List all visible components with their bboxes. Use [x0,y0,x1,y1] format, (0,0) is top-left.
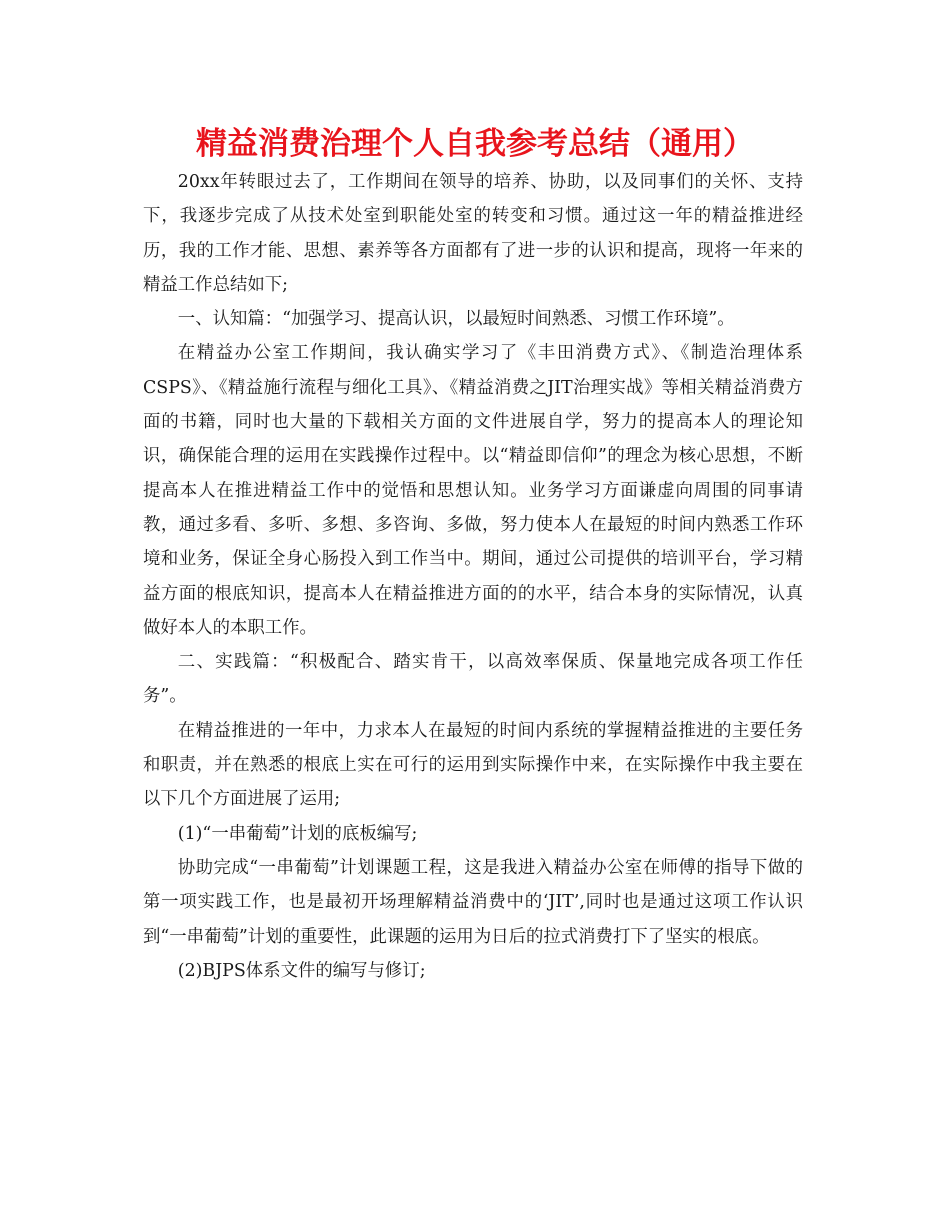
paragraph-item-1-heading: (1)“一串葡萄”计划的底板编写; [177,823,418,844]
document-body [143,165,803,988]
paragraph-section-2-body: 在精益推进的一年中，力求本人在最短的时间内系统的掌握精益推进的主要任务和职责，并在熟悉的根底上实在可行的运用到实际操作中来，在实际操作中我主要在以下几个方面进展了运用; [143,720,803,810]
paragraph-item-2-heading: (2)BJPS体系文件的编写与修订; [177,960,426,981]
document-title: 精益消费治理个人自我参考总结（通用） [196,126,754,162]
paragraph-intro: 20xx年转眼过去了，工作期间在领导的培养、协助，以及同事们的关怀、支持下，我逐步完成了从技术处室到职能处室的转变和习惯。通过这一年的精益推进经历，我的工作才能、思想、素养等各方面都有了进一步的认识和提高，现将一年来的精益工作总结如下; [143,172,803,295]
paragraph-item-1-body: 协助完成“一串葡萄”计划课题工程，这是我进入精益办公室在师傅的指导下做的第一项实践工作，也是最初开场理解精益消费中的‘JIT’,同时也是通过这项工作认识到“一串葡萄”计划的重要性，此课题的运用为日后的拉式消费打下了坚实的根底。 [143,857,803,947]
paragraph-section-2-heading: 二、实践篇：“积极配合、踏实肯干，以高效率保质、保量地完成各项工作任务”。 [143,652,803,707]
paragraph-section-1-body: 在精益办公室工作期间，我认确实学习了《丰田消费方式》、《制造治理体系CSPS》、《精益施行流程与细化工具》、《精益消费之JIT治理实战》等相关精益消费方面的书籍，同时也大量的下载相关方面的文件进展自学，努力的提高本人的理论知识，确保能合理的运用在实践操作过程中。以“精益即信仰”的理念为核心思想，不断提高本人在推进精益工作中的觉悟和思想认知。业务学习方面谦虚向周围的同事请教，通过多看、多听、多想、多咨询、多做，努力使本人在最短的时间内熟悉工作环境和业务，保证全身心肠投入到工作当中。期间，通过公司提供的培训平台，学习精益方面的根底知识，提高本人在精益推进方面的的水平，结合本身的实际情况，认真做好本人的本职工作。 [143,343,803,638]
paragraph-section-1-heading: 一、认知篇：“加强学习、提高认识，以最短时间熟悉、习惯工作环境”。 [177,309,735,330]
